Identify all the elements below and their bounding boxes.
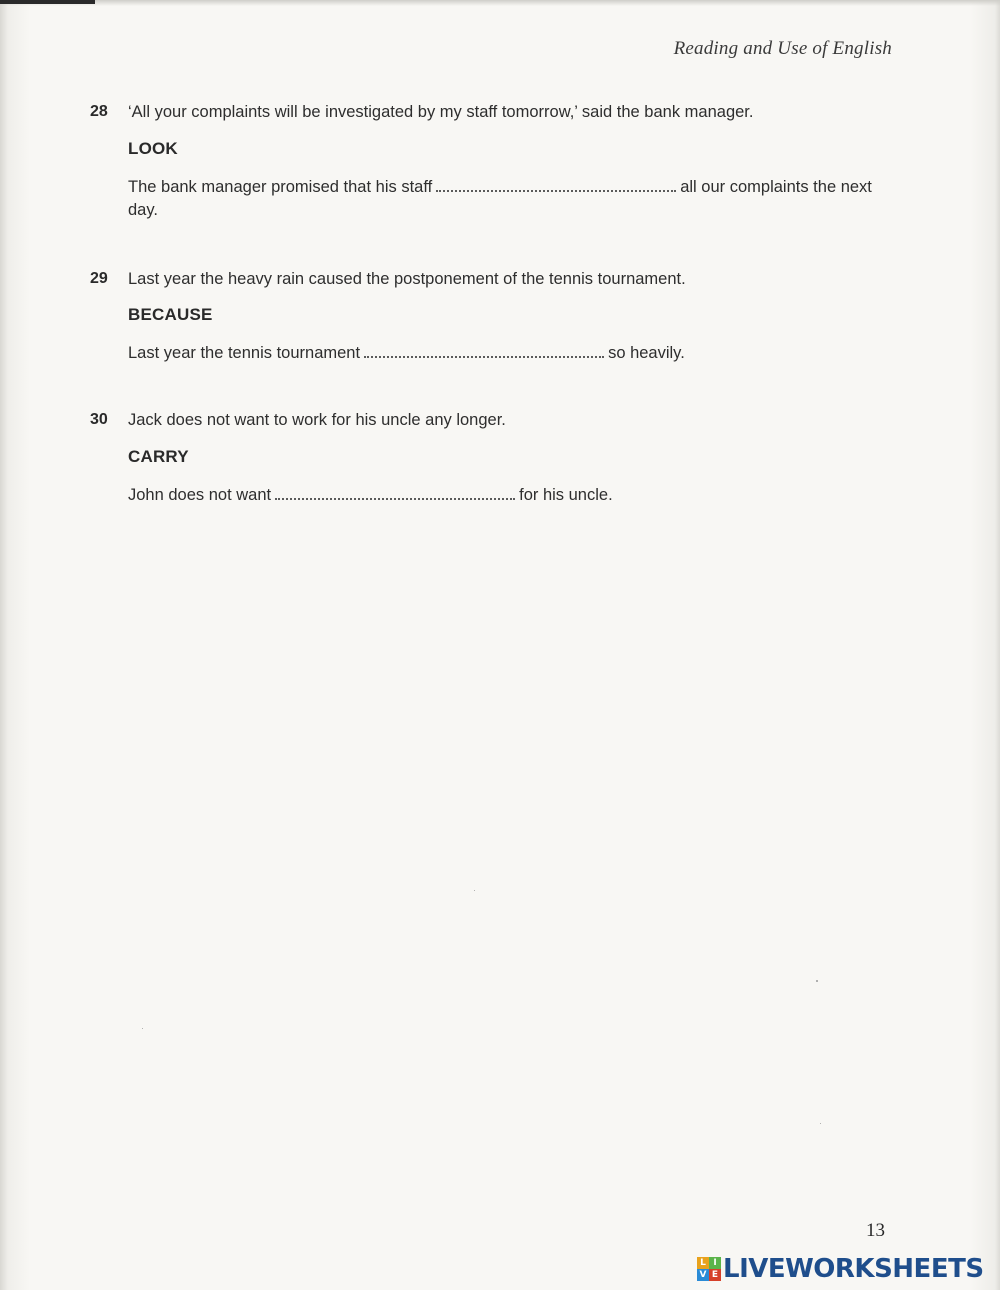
question-number: 28 <box>90 103 108 120</box>
running-head: Reading and Use of English <box>673 38 892 59</box>
answer-before-text: Last year the tennis tournament <box>128 344 361 362</box>
keyword: CARRY <box>128 447 189 466</box>
question-sentence: Last year the heavy rain caused the postponement of the tennis tournament. <box>128 270 686 288</box>
keyword: BECAUSE <box>128 305 213 324</box>
answer-after-text: for his uncle. <box>519 486 613 504</box>
answer-after-text: so heavily. <box>608 344 685 362</box>
scan-speck <box>820 1123 821 1124</box>
answer-gap[interactable] <box>364 352 604 358</box>
answer-after-text: all our complaints the next day. <box>128 178 872 219</box>
page-number: 13 <box>866 1220 885 1241</box>
question-number: 29 <box>90 270 108 287</box>
scan-speck <box>816 980 818 982</box>
answer-before-text: John does not want <box>128 486 272 504</box>
answer-sentence <box>128 342 898 365</box>
logo-letter: E <box>709 1269 721 1281</box>
answer-sentence <box>128 176 898 222</box>
answer-gap[interactable] <box>436 186 676 192</box>
answer-gap[interactable] <box>275 494 515 500</box>
question-number: 30 <box>90 411 108 428</box>
logo-letter: V <box>697 1269 709 1281</box>
scan-speck <box>474 890 475 891</box>
logo-letter: I <box>709 1257 721 1269</box>
answer-sentence <box>128 484 898 507</box>
scan-corner-mark <box>0 0 95 4</box>
keyword: LOOK <box>128 139 178 158</box>
liveworksheets-watermark <box>697 1254 984 1284</box>
liveworksheets-wordmark: LIVEWORKSHEETS <box>723 1254 984 1284</box>
logo-letter: L <box>697 1257 709 1269</box>
question-sentence: Jack does not want to work for his uncle any longer. <box>128 411 506 429</box>
answer-before-text: The bank manager promised that his staff <box>128 178 433 196</box>
question-sentence: ‘All your complaints will be investigated by my staff tomorrow,’ said the bank manager. <box>128 103 754 121</box>
scan-top-edge <box>0 0 1000 6</box>
scan-speck <box>142 1028 143 1029</box>
liveworksheets-logo-icon <box>697 1257 721 1281</box>
